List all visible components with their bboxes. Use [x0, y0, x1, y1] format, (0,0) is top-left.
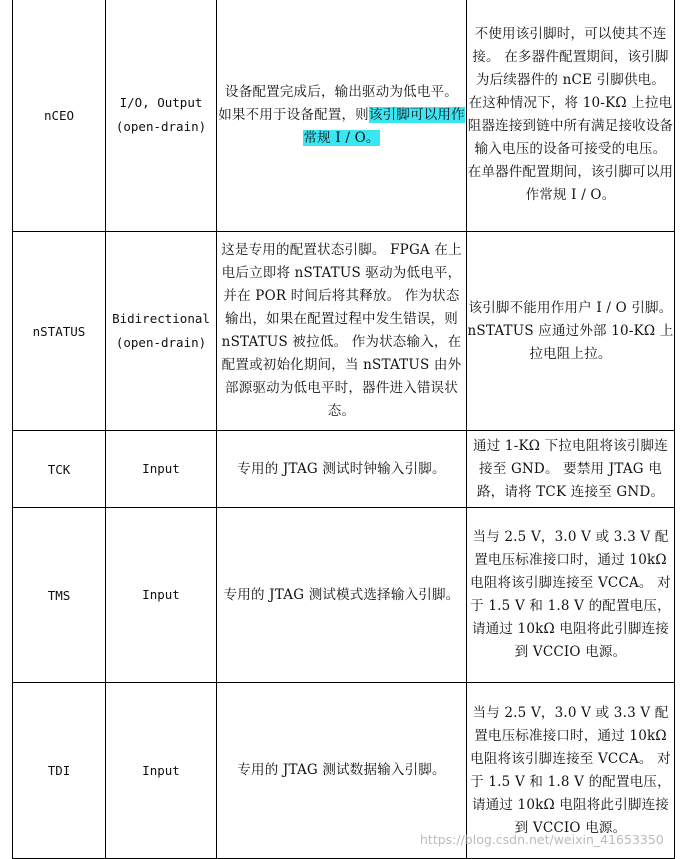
pin-type-cell [106, 232, 217, 431]
pin-name-cell: TMS [13, 508, 106, 683]
table-row [13, 431, 675, 508]
description-cell: 专用的 JTAG 测试模式选择输入引脚。 [217, 508, 467, 683]
table-row [13, 232, 675, 431]
watermark-text: https://blog.csdn.net/weixin_41653350 [420, 832, 664, 847]
pin-type-line: Input [142, 762, 180, 778]
note-cell: 不使用该引脚时，可以使其不连接。 在多器件配置期间，该引脚为后续器件的 nCE 引脚供电。 在这种情况下，将 10-KΩ 上拉电阻器连接到链中所有满足接收设备输入电压的设备可接受的电压。 在单器件配置期间，该引脚可以用作常规 I / O。 [467, 0, 675, 232]
pin-name-cell: nCEO [13, 0, 106, 232]
pin-type-line: (open-drain) [115, 119, 207, 134]
note-cell: 该引脚不能用作用户 I / O 引脚。 nSTATUS 应通过外部 10-KΩ 上拉电阻上拉。 [467, 232, 675, 431]
pin-name-cell: nSTATUS [13, 232, 106, 431]
pin-type-cell [106, 508, 217, 683]
pin-type-line: (open-drain) [115, 335, 207, 350]
description-cell: 专用的 JTAG 测试时钟输入引脚。 [217, 431, 467, 508]
pin-description-table [12, 0, 675, 859]
description-cell [217, 0, 467, 232]
table-row [13, 683, 675, 859]
note-cell: 当与 2.5 V，3.0 V 或 3.3 V 配置电压标准接口时，通过 10kΩ 电阻将该引脚连接至 VCCA。 对于 1.5 V 和 1.8 V 的配置电压，请通过 10kΩ 电阻将此引脚连接到 VCCIO 电源。 [467, 508, 675, 683]
table-row [13, 508, 675, 683]
pin-type-cell [106, 0, 217, 232]
description-cell: 专用的 JTAG 测试数据输入引脚。 [217, 683, 467, 859]
pin-type-cell [106, 431, 217, 508]
pin-type-line: Input [142, 587, 180, 602]
description-text: 设备配置完成后，输出驱动为低电平。 如果不用于设备配置，则 [218, 83, 458, 123]
pin-type-line: Bidirectional [112, 311, 210, 326]
pin-type-cell [106, 683, 217, 859]
note-cell: 当与 2.5 V，3.0 V 或 3.3 V 配置电压标准接口时，通过 10kΩ 电阻将该引脚连接至 VCCA。 对于 1.5 V 和 1.8 V 的配置电压，请通过 10kΩ 电阻将此引脚连接到 VCCIO 电源。 [467, 683, 675, 859]
highlighted-text: 该引脚可以用作常规 I / O。 [303, 106, 465, 146]
pin-type-line: Input [142, 461, 180, 476]
pin-name-cell: TCK [13, 431, 106, 508]
note-cell: 通过 1-KΩ 下拉电阻将该引脚连接至 GND。 要禁用 JTAG 电路，请将 TCK 连接至 GND。 [467, 431, 675, 508]
pin-name-cell: TDI [13, 683, 106, 859]
table-row [13, 0, 675, 232]
description-cell: 这是专用的配置状态引脚。 FPGA 在上电后立即将 nSTATUS 驱动为低电平，并在 POR 时间后将其释放。 作为状态输出，如果在配置过程中发生错误，则 nSTATUS 被拉低。 作为状态输入，在配置或初始化期间，当 nSTATUS 由外部源驱动为低电平时，器件进入错误状态。 [217, 232, 467, 431]
pin-type-line: I/O, Output [119, 95, 203, 110]
